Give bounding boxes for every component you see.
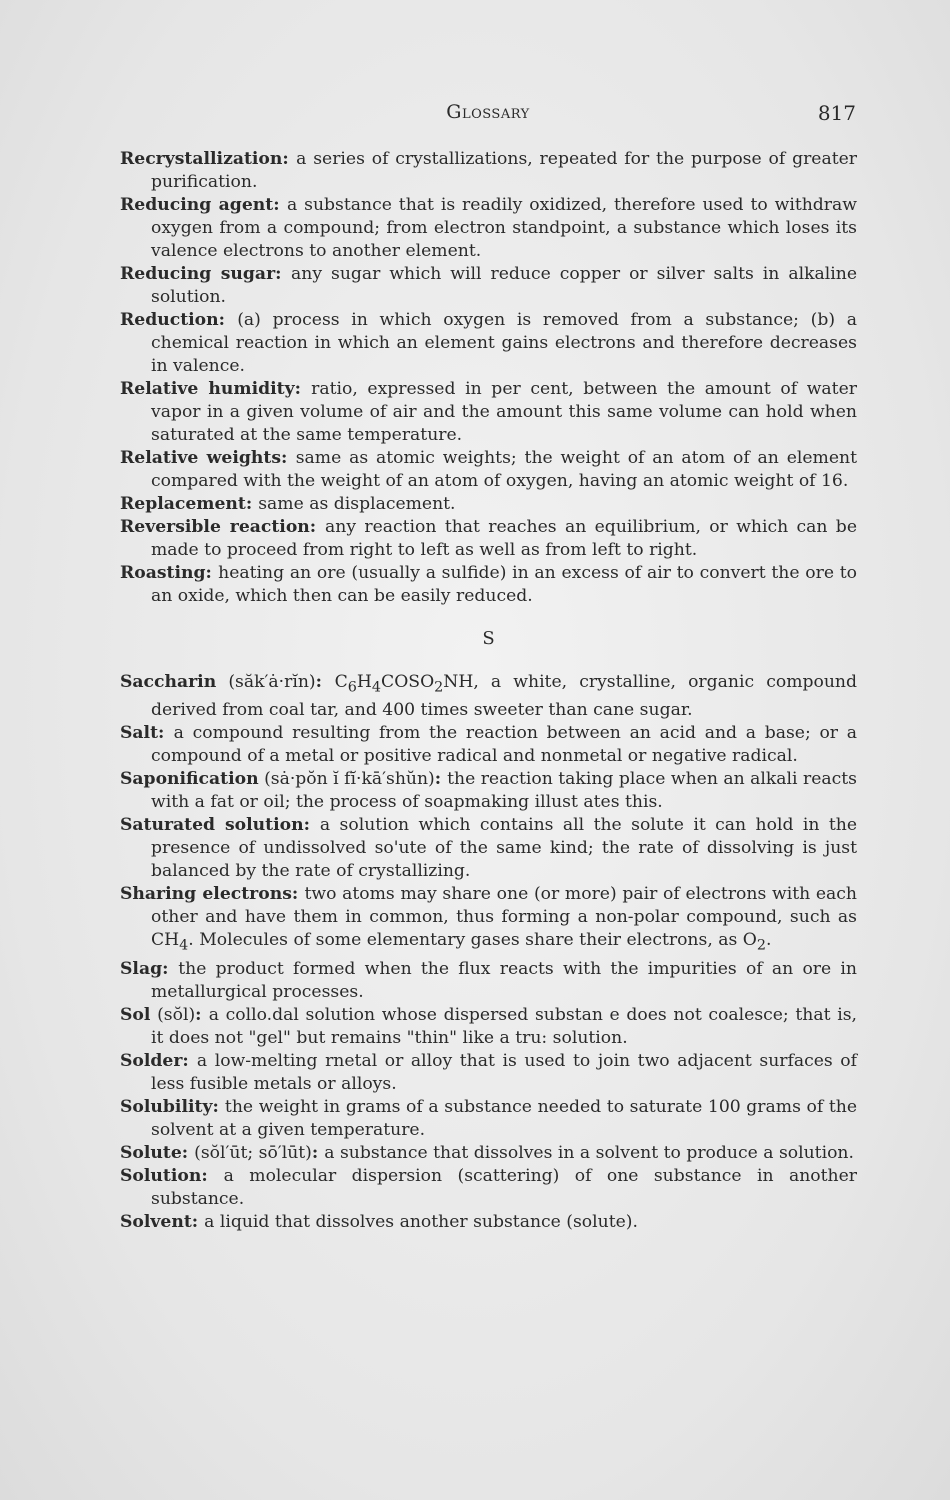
glossary-definition: a substance that dissolves in a solvent to produce a solution.: [324, 1142, 854, 1163]
glossary-term: Reduction: [120, 310, 219, 330]
glossary-definition: a compound resulting from the reaction between an acid and a base; or a compound of a metal or positive radical and nonmetal or negative radical.: [151, 723, 857, 767]
glossary-term: Replacement: [120, 494, 246, 514]
pronunciation: (săk′ȧ·rĭn): [228, 672, 316, 692]
glossary-entry: Relative weights: same as atomic weights; the weight of an atom of an element compared with the weight of an atom of oxygen, having an atomic weight of 16.: [120, 448, 857, 491]
glossary-term: Saturated solution: [120, 815, 304, 836]
pronunciation: (sŏl): [157, 1004, 196, 1025]
glossary-definition: any sugar which will reduce copper or silver salts in alkaline solution.: [151, 264, 857, 307]
glossary-entry: Replacement: same as displacement.: [120, 494, 456, 514]
glossary-definition: the product formed when the flux reacts with the impurities of an ore in metallurgical processes.: [151, 958, 857, 1002]
glossary-term: Solute: [120, 1142, 182, 1163]
glossary-term: Reducing sugar: [120, 264, 276, 284]
glossary-definition: same as atomic weights; the weight of an atom of an element compared with the weight of an atom of oxygen, having an atomic weight of 16.: [151, 448, 857, 491]
glossary-entry: Roasting: heating an ore (usually a sulfide) in an excess of air to convert the ore to an oxide, which then can be easily reduced.: [120, 563, 857, 606]
glossary-term: Sol: [120, 1004, 151, 1025]
glossary-entry: Solvent: a liquid that dissolves another substance (solute).: [120, 1211, 638, 1232]
glossary-entry: Relative humidity: ratio, expressed in per cent, between the amount of water vapor in a given volume of air and the amount this same volume can hold when saturated at the same temperature.: [120, 379, 857, 445]
chemical-formula: $C_6H_4COSO_2NH$: [334, 672, 474, 696]
glossary-entry: Sol (sŏl): a collo.dal solution whose dispersed substan e does not coalesce; that is, it does not "gel" but remains "thin" like a tru: solution.: [120, 1004, 857, 1048]
glossary-definition: a white, crystalline, organic compound derived from coal tar, and 400 times sweeter than cane sugar.: [151, 672, 857, 721]
glossary-entry-saccharin: Saccharin (săk′ȧ·rĭn): $C_6H_4COSO_2NH$, a white, crystalline, organic compound derived from coal tar, and 400 times sweeter than cane sugar.: [120, 672, 857, 721]
glossary-definition: the weight in grams of a substance needed to saturate 100 grams of the solvent at a given temperature.: [151, 1096, 857, 1140]
glossary-content: [120, 148, 857, 1234]
glossary-definition: a liquid that dissolves another substance (solute).: [204, 1211, 638, 1232]
glossary-definition: a collo.dal solution whose dispersed substan e does not coalesce; that is, it does not "gel" but remains "thin" like a tru: solution.: [151, 1004, 857, 1048]
glossary-entry: Reduction: (a) process in which oxygen is removed from a substance; (b) a chemical reaction in which an element gains electrons and therefore decreases in valence.: [120, 310, 857, 376]
glossary-term: Solder: [120, 1050, 183, 1071]
glossary-entry: Solution: a molecular dispersion (scattering) of one substance in another substance.: [120, 1165, 857, 1209]
glossary-term: Solubility: [120, 1096, 213, 1117]
glossary-definition: heating an ore (usually a sulfide) in an excess of air to convert the ore to an oxide, which then can be easily reduced.: [151, 563, 857, 606]
pronunciation: (sŏl′ūt; sō′lūt): [194, 1142, 312, 1163]
glossary-entry: Sharing electrons: two atoms may share one (or more) pair of electrons with each other and have them in common, thus forming a non-polar compound, such as $CH_4$. Molecules of some elementary gases share their electrons, as $O_2$.: [120, 884, 857, 954]
glossary-term: Recrystallization: [120, 149, 283, 169]
glossary-entry: Solubility: the weight in grams of a substance needed to saturate 100 grams of the solvent at a given temperature.: [120, 1096, 857, 1140]
glossary-term: Solvent: [120, 1211, 192, 1232]
glossary-term: Relative humidity: [120, 379, 295, 399]
glossary-definition: two atoms may share one (or more) pair of electrons with each other and have them in common, thus forming a non-polar compound, such as $CH_4$. Molecules of some elementary gases share their electrons, as $O_2$.: [151, 884, 857, 954]
glossary-entry: Recrystallization: a series of crystallizations, repeated for the purpose of greater purification.: [120, 149, 857, 192]
glossary-definition: a low-melting rnetal or alloy that is used to join two adjacent surfaces of less fusible metals or alloys.: [151, 1050, 857, 1094]
glossary-term: Saccharin: [120, 672, 217, 692]
glossary-definition: a solution which contains all the solute it can hold in the presence of undissolved so'ute of the same kind; the rate of dissolving is just balanced by the rate of crystallizing.: [151, 815, 857, 882]
glossary-definition: ratio, expressed in per cent, between the amount of water vapor in a given volume of air and the amount this same volume can hold when saturated at the same temperature.: [151, 379, 857, 445]
glossary-entry: Saturated solution: a solution which contains all the solute it can hold in the presence of undissolved so'ute of the same kind; the rate of dissolving is just balanced by the rate of crystallizing.: [120, 815, 857, 882]
glossary-definition: (a) process in which oxygen is removed from a substance; (b) a chemical reaction in which an element gains electrons and therefore decreases in valence.: [151, 310, 857, 376]
glossary-entry: Reducing agent: a substance that is readily oxidized, therefore used to withdraw oxygen from a compound; from electron standpoint, a substance which loses its valence electrons to another element.: [120, 195, 857, 261]
glossary-definition: any reaction that reaches an equilibrium, or which can be made to proceed from right to left as well as from left to right.: [151, 517, 857, 560]
glossary-term: Reversible reaction: [120, 517, 310, 537]
glossary-entry: Reversible reaction: any reaction that reaches an equilibrium, or which can be made to proceed from right to left as well as from left to right.: [120, 517, 857, 560]
glossary-term: Salt: [120, 723, 159, 744]
glossary-term: Roasting: [120, 563, 206, 583]
running-head: Glossary: [446, 101, 530, 123]
glossary-term: Slag: [120, 958, 163, 979]
glossary-term: Saponification: [120, 769, 259, 790]
glossary-definition: the reaction taking place when an alkali reacts with a fat or oil; the process of soapmaking illust ates this.: [151, 769, 857, 813]
glossary-definition: a series of crystallizations, repeated for the purpose of greater purification.: [151, 149, 857, 192]
glossary-definition: same as displacement.: [258, 494, 456, 514]
glossary-entry: Saponification (sȧ·pŏn ĭ fĭ·kā′shŭn): the reaction taking place when an alkali reacts with a fat or oil; the process of soapmaking illust ates this.: [120, 769, 857, 813]
glossary-definition: a molecular dispersion (scattering) of one substance in another substance.: [151, 1165, 857, 1209]
glossary-term: Solution: [120, 1165, 202, 1186]
page-header: [120, 101, 856, 131]
section-heading-s: S: [482, 628, 495, 649]
glossary-entry: Salt: a compound resulting from the reaction between an acid and a base; or a compound of a metal or positive radical and nonmetal or negative radical.: [120, 723, 857, 767]
glossary-term: Relative weights: [120, 448, 282, 468]
glossary-definition: a substance that is readily oxidized, therefore used to withdraw oxygen from a compound; from electron standpoint, a substance which loses its valence electrons to another element.: [151, 195, 857, 261]
glossary-entry: Solder: a low-melting rnetal or alloy that is used to join two adjacent surfaces of less fusible metals or alloys.: [120, 1050, 857, 1094]
glossary-entry: Reducing sugar: any sugar which will reduce copper or silver salts in alkaline solution.: [120, 264, 857, 307]
page-number: 817: [817, 101, 856, 125]
glossary-term: Reducing agent: [120, 195, 274, 215]
glossary-entry: Slag: the product formed when the flux reacts with the impurities of an ore in metallurgical processes.: [120, 958, 857, 1002]
pronunciation: (sȧ·pŏn ĭ fĭ·kā′shŭn): [264, 769, 435, 790]
glossary-term: Sharing electrons: [120, 884, 292, 905]
glossary-entry: Solute: (sŏl′ūt; sō′lūt): a substance that dissolves in a solvent to produce a solution.: [120, 1142, 854, 1163]
